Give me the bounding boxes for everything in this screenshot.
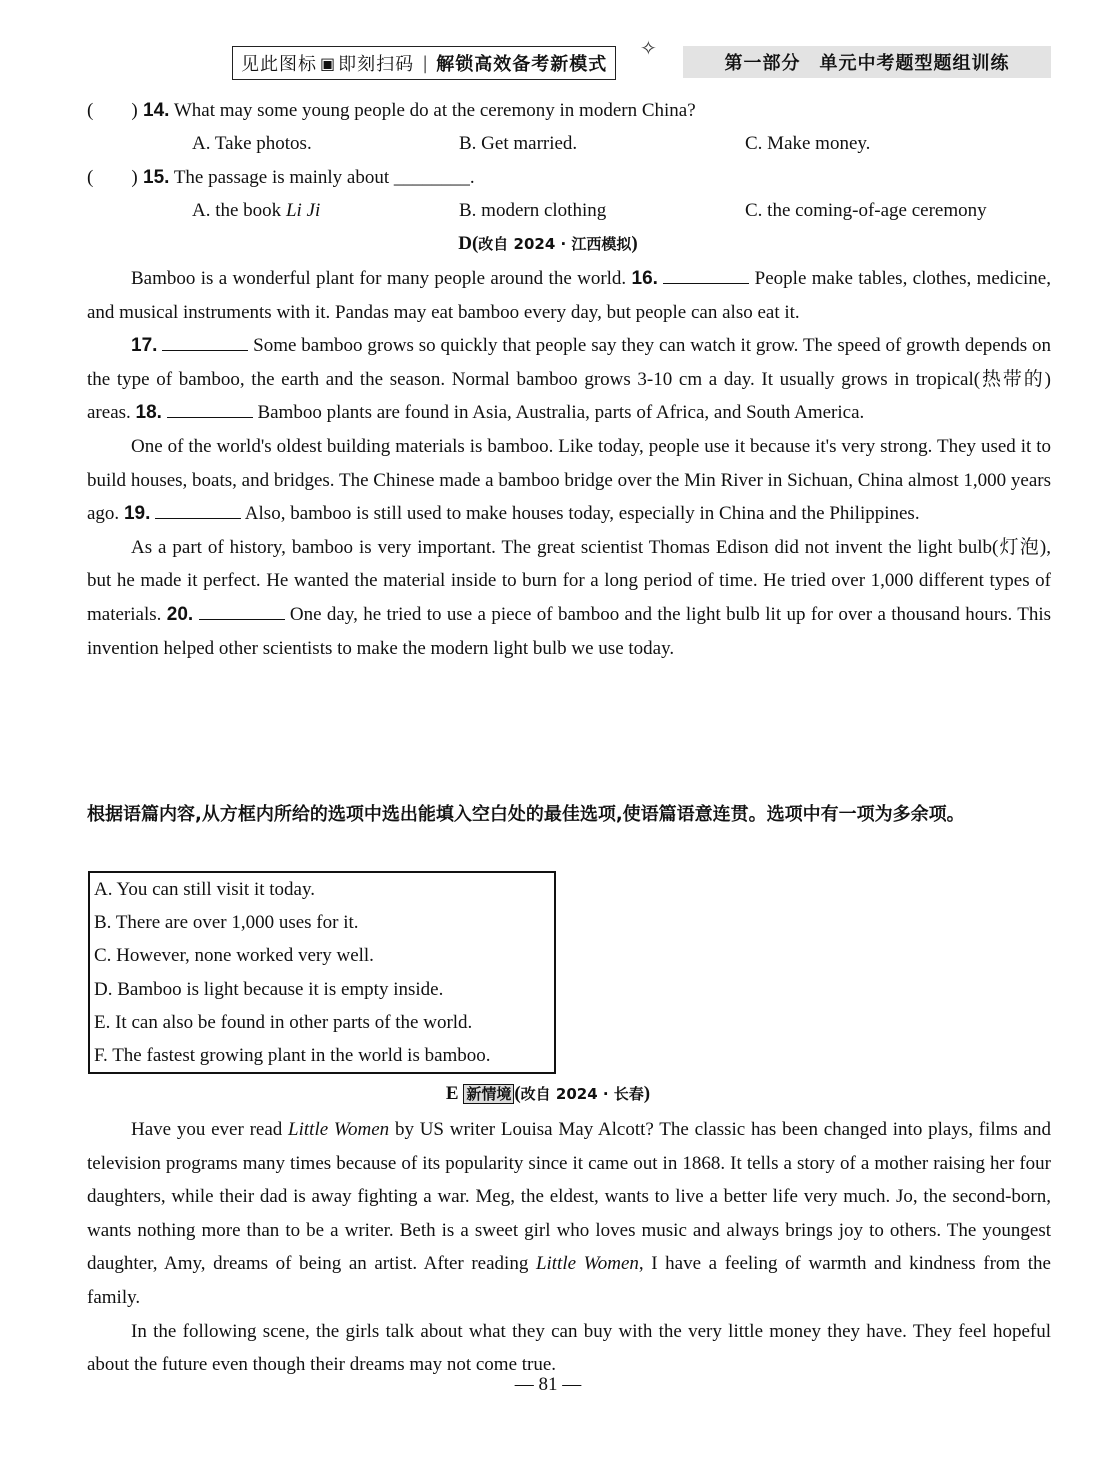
section-letter: D [458,233,472,254]
question-stem: What may some young people do at the ceremony in modern China? [169,100,696,121]
instruction: 根据语篇内容,从方框内所给的选项中选出能填入空白处的最佳选项,使语篇语意连贯。选项中有一项为多余项。 [87,804,965,825]
blank-number: 17. [131,335,158,357]
text: Also, bamboo is still used to make houses today, especially in China and the Philippines. [241,503,920,525]
fill-blank[interactable] [155,502,241,519]
section-source: 改自 2024 · 江西模拟 [478,235,632,253]
text: One of the world's oldest building materials is bamboo. Like today, people use it because it's very strong. They used it to build houses, boats, and bridges. The Chinese made a bamboo bridge over the Min River in Sichuan, China almost 1,000 years ago. [87,435,1051,525]
text: Have you ever read [131,1119,289,1140]
text: , I have a feeling of warmth and kindness from the family. [87,1253,1051,1308]
answer-blank: ( ) [87,100,138,121]
text: Bamboo plants are found in Asia, Australia, parts of Africa, and South America. [252,402,865,424]
choice-c: C. However, none worked very well. [94,945,374,967]
section-letter: E [445,1083,459,1104]
choice-a: A. You can still visit it today. [94,879,315,900]
slogan: 解锁高效备考新模式 [436,54,608,75]
new-context-tag: 新情境 [463,1084,514,1104]
option-a: A. Take photos. [192,133,312,154]
option-a [192,200,320,222]
text: People make tables, clothes, medicine, and musical instruments with it. Pandas may eat bamboo every day, but people can also eat it. [87,268,1051,323]
book-title: Little Women [535,1253,639,1275]
choice-d: D. Bamboo is light because it is empty inside. [94,978,444,1000]
choice-b: B. There are over 1,000 uses for it. [94,912,359,934]
divider: | [422,52,429,74]
fill-blank[interactable] [162,334,248,351]
blank-number: 19. [123,503,151,525]
text: Bamboo is a wonderful plant for many people around the world. [131,268,632,289]
scan-text: 见此图标 [241,54,317,75]
sparkle-icon: ✧ [640,38,657,60]
blank-number: 18. [135,402,162,424]
answer-blank: ( ) [87,167,138,188]
text: One day, he tried to use a piece of bamboo and the light bulb lit up for over a thousand hours. This invention helped other scientists to make the modern light bulb we use today. [87,603,1052,659]
option-c: C. the coming-of-age ceremony [745,200,987,221]
paragraph [87,1113,1051,1315]
blank-number: 16. [631,268,658,289]
choices-box [88,871,556,1074]
question-number: 14. [143,100,170,121]
section-d-heading: D(改自 2024 · 江西模拟) [458,233,638,254]
passage-d [87,262,1051,665]
option-c: C. Make money. [745,133,871,154]
question-14 [87,100,696,122]
paragraph: In the following scene, the girls talk about what they can buy with the very little money they have. They feel hopeful about the future even though their dreams may not come true. [87,1320,1051,1376]
option-a-text: A. the book [192,200,286,221]
fill-blank[interactable] [663,267,749,284]
question-15 [87,167,475,189]
paragraph [87,262,1051,329]
scan-promo [232,46,616,80]
question-number: 15. [143,167,170,188]
text: by US writer Louisa May Alcott? The classic has been changed into plays, films and television programs many times because of its popularity since it came out in 1868. It tells a story of a mother raising her four daughters, while their dad is away fighting a war. Meg, the eldest, wants to live a better life very much. Jo, the second-born, wants nothing more than to be a writer. Beth is a sweet girl who loves music and always brings joy to others. The youngest daughter, Amy, dreams of being an artist. After reading [87,1119,1051,1275]
page-number: — 81 — [514,1374,582,1395]
fill-blank[interactable] [167,401,253,418]
option-b: B. modern clothing [459,200,607,221]
paragraph [87,329,1051,430]
paragraph [87,531,1051,665]
section-title: 第一部分 单元中考题型题组训练 [683,46,1051,78]
book-title: Little Women [288,1119,390,1140]
text: As a part of history, bamboo is very important. The great scientist Thomas Edison did not invent the light bulb(灯泡), but he made it perfect. He wanted the material inside to burn for a long period of time. He tried over 1,000 different types of materials. [87,536,1051,625]
option-b: B. Get married. [459,133,578,154]
paragraph [87,430,1051,531]
scan-icon: ▣ [320,53,336,73]
header-banner [232,38,657,82]
choice-f: F. The fastest growing plant in the world is bamboo. [94,1045,491,1067]
section-e-heading: E 新情境 (改自 2024 · 长春) [445,1083,651,1104]
choice-e: E. It can also be found in other parts of the world. [94,1011,473,1033]
text: Some bamboo grows so quickly that people say they can watch it grow. The speed of growth depends on the type of bamboo, the earth and the season. Normal bamboo grows 3-10 cm a day. It usually grows in tropical(热带的) areas. [87,335,1052,424]
passage-e [87,1113,1051,1382]
question-stem: The passage is mainly about ________. [169,167,475,188]
scan-text-2: 即刻扫码 [338,54,415,75]
section-source: 改自 2024 · 长春 [520,1085,644,1103]
blank-number: 20. [166,603,194,625]
option-a-italic: Li Ji [285,200,321,221]
fill-blank[interactable] [199,603,285,620]
